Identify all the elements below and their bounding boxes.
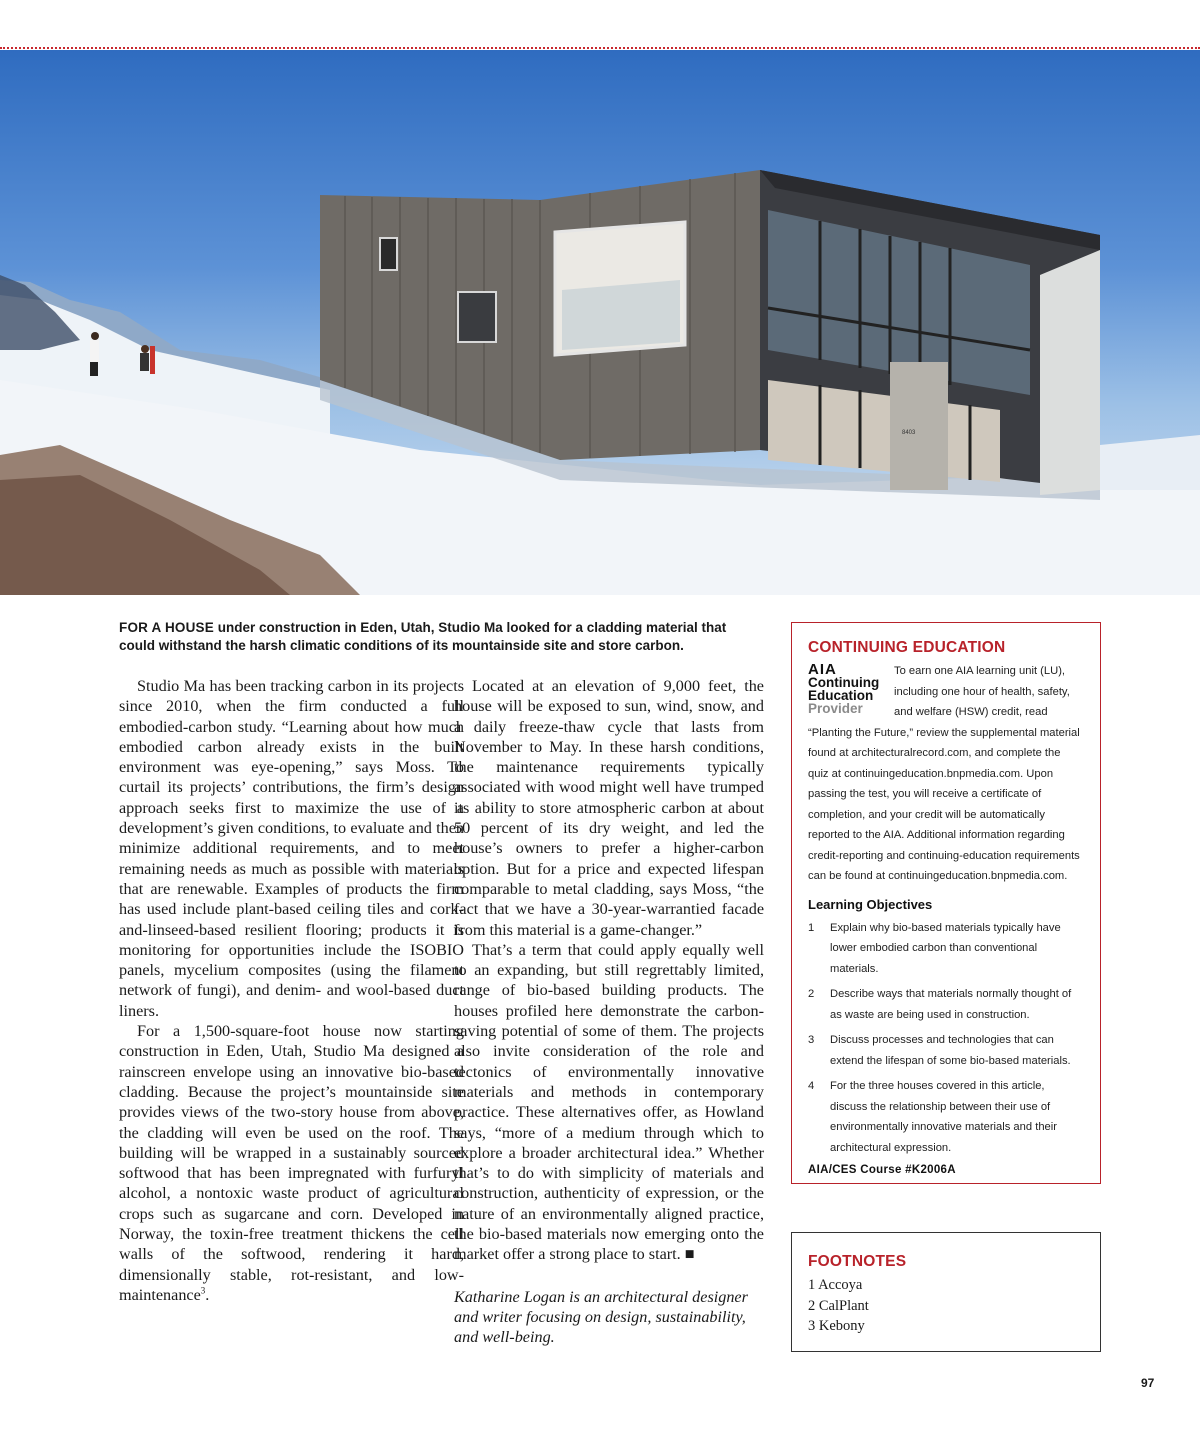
house-illustration bbox=[0, 50, 1200, 595]
footnotes-list bbox=[808, 1275, 1084, 1337]
footnotes-title: FOOTNOTES bbox=[808, 1253, 907, 1270]
objective-text: Explain why bio-based materials typically have lower embodied carbon than conventional materials. bbox=[830, 921, 1061, 975]
small-window bbox=[380, 238, 397, 270]
footnote-item: 3 Kebony bbox=[808, 1318, 865, 1334]
objective-number: 1 bbox=[808, 921, 815, 934]
learning-objectives-list bbox=[808, 918, 1084, 1159]
caption-text: under construction in Eden, Utah, Studio Ma looked for a cladding material that could withstand the harsh climatic conditions of its mountainside site and store carbon. bbox=[119, 620, 727, 653]
footnote-item: 1 Accoya bbox=[808, 1277, 863, 1293]
snow-right bbox=[1100, 435, 1200, 490]
body-column-2 bbox=[454, 676, 764, 1348]
logo-line: Provider bbox=[808, 701, 863, 716]
footnote-ref: 3 bbox=[200, 1285, 206, 1296]
objective-item bbox=[808, 1076, 1084, 1158]
paragraph-end: . bbox=[205, 1285, 210, 1304]
top-dotted-rule bbox=[0, 47, 1200, 49]
objective-item bbox=[808, 1030, 1084, 1071]
objective-number: 3 bbox=[808, 1034, 815, 1046]
ce-instructions: To earn one AIA learning unit (LU), including one hour of health, safety, and welfare (HSW) credit, read “Planting the Future,” review the supplemental material found at architecturalrecord.com, and complete the quiz at continuingeducation.bnpmedia.com. Upon passing the test, you will receive a certificate of completion, and your credit will be automatically reported to the AIA. Additional information regarding credit-reporting and continuing-education requirements can be found at continuingeducation.bnpmedia.com. bbox=[808, 665, 1080, 882]
objective-item bbox=[808, 984, 1084, 1025]
objective-text: Discuss processes and technologies that can extend the lifespan of some bio-based materials. bbox=[830, 1034, 1071, 1067]
house-number: 8403 bbox=[902, 430, 916, 436]
body-paragraph-text: For a 1,500-square-foot house now starting construction in Eden, Utah, Studio Ma designed a rainscreen envelope using an innovative bio-based cladding. Because the project’s mountainside site provides views of the two-story house from above, the cladding will even be used on the roof. The building will be wrapped in a sustainably sourced softwood that has been impregnated with furfuryl alcohol, a nontoxic waste product of agricultural crops such as sugarcane and corn. Developed in Norway, the toxin-free treatment thickens the cell walls of the softwood, rendering it hard, dimensionally stable, rot-resistant, and low-maintenance bbox=[119, 1022, 464, 1304]
body-paragraph: Located at an elevation of 9,000 feet, the house will be exposed to sun, wind, snow, and a daily freeze-thaw cycle that lasts from November to May. In these harsh conditions, the maintenance requirements typically associated with wood might well have trumped its ability to store atmospheric carbon at about 50 percent of its dry weight, and led the house’s owners to prefer a higher-carbon option. But for a price and expected lifespan comparable to metal cladding, says Moss, “the fact that we have a 30-year-warrantied facade from this material is a game-changer.” bbox=[454, 677, 764, 939]
objective-number: 4 bbox=[808, 1080, 815, 1092]
objective-item bbox=[808, 918, 1084, 980]
objective-text: Describe ways that materials normally thought of as waste are being used in construction. bbox=[830, 988, 1072, 1021]
logo-line: AIA bbox=[808, 661, 837, 678]
photo-caption bbox=[119, 619, 759, 654]
body-paragraph bbox=[119, 1021, 464, 1305]
body-column-1 bbox=[119, 676, 464, 1305]
logo-line: Education bbox=[808, 688, 874, 703]
course-number: AIA/CES Course #K2006A bbox=[808, 1164, 956, 1176]
footnote-item: 2 CalPlant bbox=[808, 1297, 869, 1314]
side-panel bbox=[1040, 250, 1100, 495]
body-paragraph: Studio Ma has been tracking carbon in its projects since 2010, when the firm conducted a full embodied-carbon study. “Learning about how much embodied carbon already exists in the built environment was eye-opening,” says Moss. To curtail its projects’ contributions, the firm’s design approach seeks first to maximize the use of a development’s given conditions, to evaluate and then minimize additional requirements, and to meet remaining needs as much as possible with materials that are renewable. Examples of products the firm has used include plant-based ceiling tiles and cork-and-linseed-based resilient flooring; products it is monitoring for opportunities include the ISOBIO panels, mycelium composites (using the filament network of fungi), and denim- and wool-based duct liners. bbox=[119, 677, 464, 1020]
caption-lead: FOR A HOUSE bbox=[119, 620, 214, 635]
house-photo bbox=[0, 50, 1200, 595]
door-panel bbox=[890, 362, 948, 490]
objective-text: For the three houses covered in this article, discuss the relationship between their use of environmentally innovative materials and their architectural expression. bbox=[830, 1080, 1057, 1154]
logo-line: Continuing bbox=[808, 675, 880, 690]
ce-title: CONTINUING EDUCATION bbox=[808, 639, 1006, 656]
learning-objectives-title: Learning Objectives bbox=[808, 896, 933, 912]
objective-number: 2 bbox=[808, 988, 815, 1000]
body-paragraph: That’s a term that could apply equally well to an expanding, but still regrettably limited, range of bio-based building products. The houses profiled here demonstrate the carbon-saving potential of some of them. The projects also invite consideration of the role and tectonics of environmentally innovative materials and methods in contemporary practice. These alternatives offer, as Howland says, “more of a medium through which to explore a broader architectural idea.” Whether that’s to do with simplicity of materials and construction, authenticity of expression, or the nature of an environmentally aligned practice, the bio-based materials now emerging onto the market offer a strong place to start. ■ bbox=[454, 940, 764, 1264]
continuing-education-box bbox=[791, 622, 1101, 1184]
balcony-glass bbox=[562, 280, 680, 350]
aia-provider-logo bbox=[808, 663, 888, 715]
window bbox=[458, 292, 496, 342]
page-number: 97 bbox=[1141, 1376, 1155, 1390]
footnotes-box bbox=[791, 1232, 1101, 1352]
author-byline: Katharine Logan is an architectural designer and writer focusing on design, sustainability, and well-being. bbox=[454, 1287, 748, 1347]
